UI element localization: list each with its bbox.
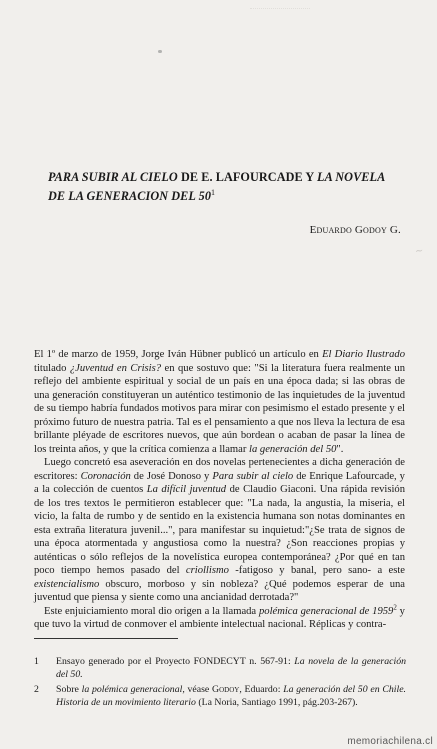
title-part-3: LA NOVELA	[317, 170, 386, 184]
site-watermark: memoriachilena.cl	[347, 736, 433, 747]
title-part-4: DE LA GENERACION DEL 50	[48, 189, 212, 204]
ink-speck	[158, 50, 162, 53]
footnote-2-text: Sobre la polémica generacional, véase Godoy, Eduardo: La generación del 50 en Chile. Historia de un movimiento literario (La Noria, Santiago 1991, pág.203-267).	[56, 684, 407, 708]
paragraph-3: Este enjuiciamiento moral dio origen a la llamada polémica generacional de 1959$^2$ y que tuvo la virtud de conmover el ambiente intelectual nacional. Réplicas y contra-	[34, 602, 405, 630]
footnote-divider	[34, 638, 178, 639]
author-initial-1: E	[309, 224, 317, 236]
article-body	[34, 348, 405, 632]
paragraph-2: Luego concretó esa aseveración en dos novelas pertenecientes a dicha generación de escritores: Coronación de José Donoso y Para subir al cielo de Enrique Lafourcade, y a la colección de cuentos La difícil juventud de Claudio Giaconi. Una rápida revisión de los tres textos le permitieron establecer que: "La nada, la angustia, la miseria, el vicio, la falta de rumbo y de sentido en la existencia humana son notas dominantes en esta extraña literatura juvenil...", para manifestar su inquietud:"¿Se trata de signos de una época atormentada y angustiosa como la nuestra? ¿Son reacciones propias y auténticas o sólo reflejos de la novelística europea contemporánea? ¿Por qué en tan poco tiempo hemos pasado del criollismo -fatigoso y banal, pero sano- a este existencialismo obscuro, morboso y sin nobleza? ¿Qué podemos esperar de una juventud que piensa y siente como una ancianidad derrotada?"	[34, 457, 406, 603]
pencil-annotation: ~	[413, 245, 424, 258]
footnote-1	[34, 656, 406, 681]
footnote-ref-2[interactable]: 2	[393, 602, 397, 611]
title-part-2: DE E. LAFOURCADE Y	[177, 170, 318, 184]
footnote-2	[34, 684, 406, 709]
footnote-2-number: 2	[34, 684, 39, 695]
author-initial-2: G	[354, 224, 364, 236]
footnote-1-text: Ensayo generado por el Proyecto FONDECYT n. 567-91: La novela de la generación del 50.	[56, 656, 406, 680]
scan-mark	[250, 0, 310, 9]
footnote-1-number: 1	[34, 656, 39, 667]
title-footnote-ref[interactable]: 1	[211, 188, 216, 197]
author-rest-1: duardo	[316, 224, 355, 236]
article-title	[48, 170, 408, 204]
author-rest-2: odoy	[363, 224, 387, 236]
author-name	[310, 224, 401, 236]
paragraph-1: El 1º de marzo de 1959, Jorge Iván Hübner publicó un artículo en El Diario Ilustrado titulado ¿Juventud en Crisis? en que sostuvo que: "Si la literatura fuera realmente un reflejo del ambiente espiritual y social de un país en una época dada; si las obras de una generación constituyeran un auténtico testimonio de las inquietudes de la juventud de su tiempo habría fundados motivos para mirar con pesimismo el estado presente y el próximo futuro de nuestra patria. Tal es el pensamiento a que nos lleva la lectura de esa brillante pléyade de escritores nuevos, que aún bordean o acaban de pasar la línea de los treinta años, y que la crítica comienza a llamar la generación del 50".	[34, 349, 405, 455]
author-suffix: G.	[386, 224, 401, 236]
title-part-1: PARA SUBIR AL CIELO	[48, 170, 178, 184]
